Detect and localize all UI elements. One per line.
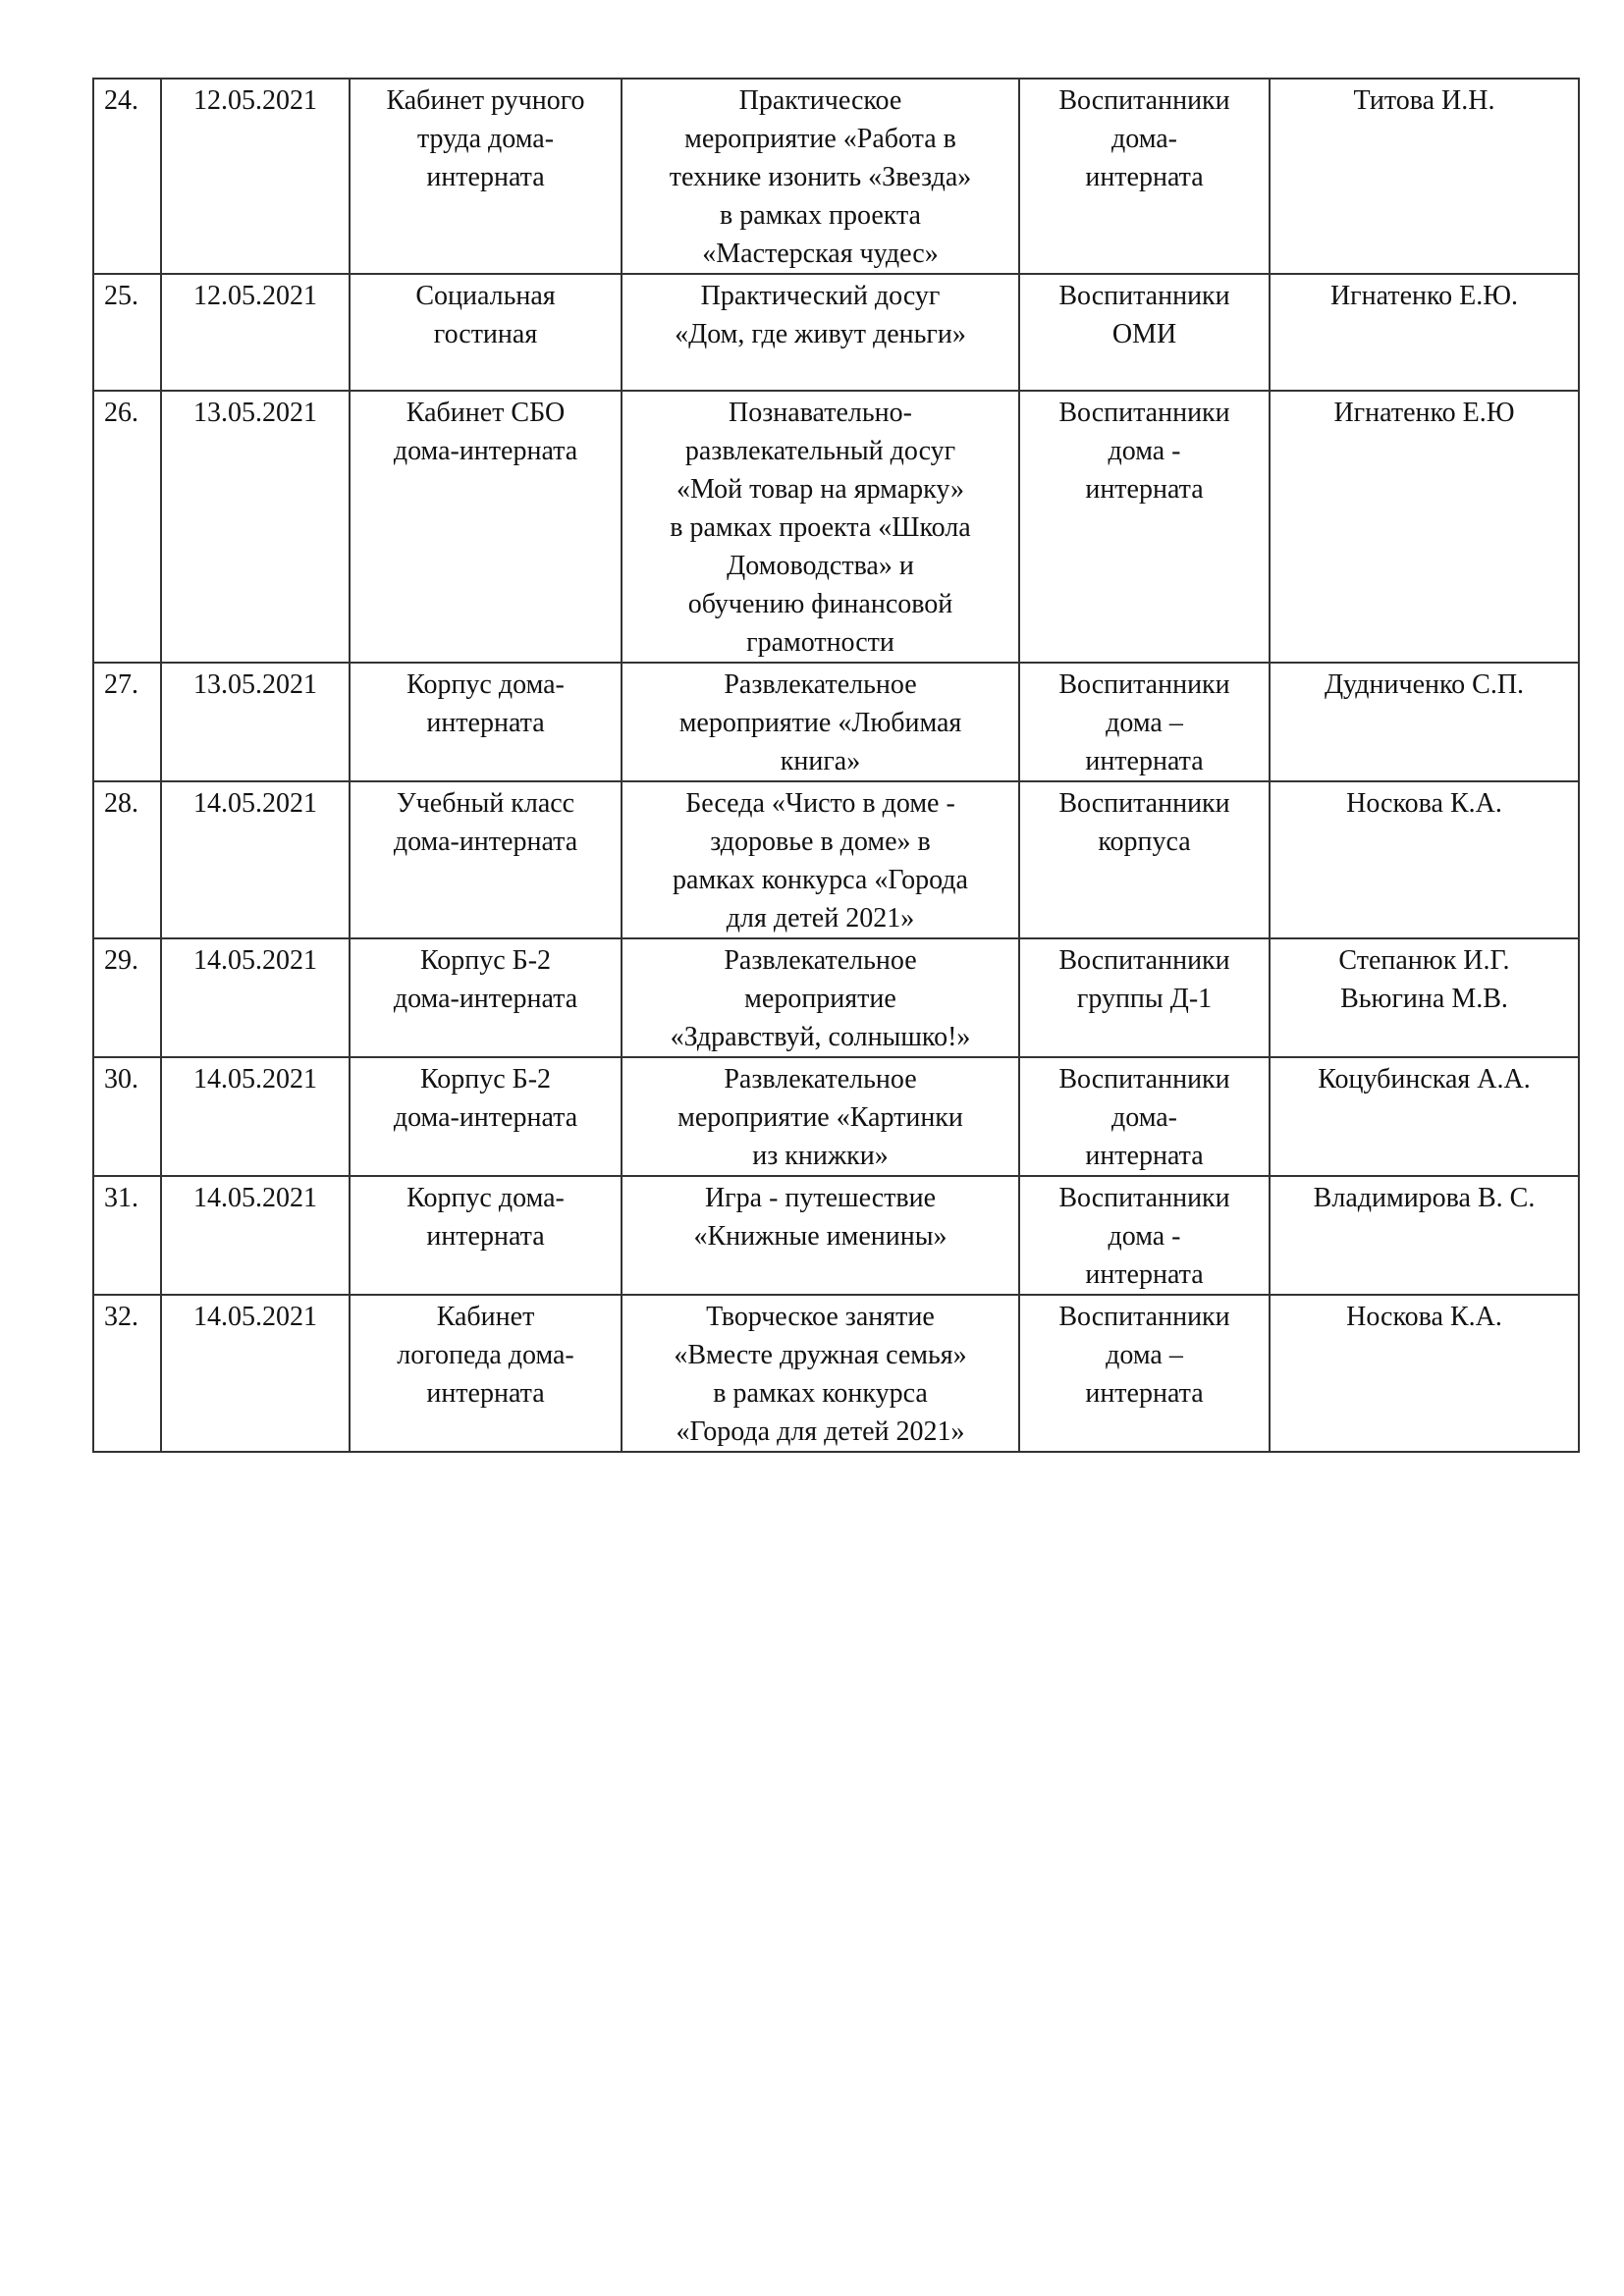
row-number: 32. <box>93 1295 161 1452</box>
event-title: Беседа «Чисто в доме - здоровье в доме» в рамках конкурса «Города для детей 2021» <box>622 781 1019 938</box>
event-title: Практический досуг «Дом, где живут деньги» <box>622 274 1019 391</box>
row-number: 29. <box>93 938 161 1057</box>
event-responsible: Игнатенко Е.Ю. <box>1270 274 1579 391</box>
event-participants: Воспитанники ОМИ <box>1019 274 1270 391</box>
event-place: Кабинет СБО дома-интерната <box>350 391 622 663</box>
event-responsible: Титова И.Н. <box>1270 79 1579 274</box>
row-number: 30. <box>93 1057 161 1176</box>
table-row <box>93 1057 1579 1176</box>
event-title: Развлекательное мероприятие «Любимая книга» <box>622 663 1019 781</box>
event-participants: Воспитанники дома- интерната <box>1019 79 1270 274</box>
event-date: 14.05.2021 <box>161 938 350 1057</box>
event-title: Познавательно- развлекательный досуг «Мой товар на ярмарку» в рамках проекта «Школа Домоводства» и обучению финансовой грамотности <box>622 391 1019 663</box>
event-place: Кабинет ручного труда дома- интерната <box>350 79 622 274</box>
row-number: 28. <box>93 781 161 938</box>
table-row <box>93 391 1579 663</box>
event-responsible: Носкова К.А. <box>1270 781 1579 938</box>
event-date: 14.05.2021 <box>161 1295 350 1452</box>
event-title: Практическое мероприятие «Работа в технике изонить «Звезда» в рамках проекта «Мастерская чудес» <box>622 79 1019 274</box>
table-row <box>93 1176 1579 1295</box>
event-participants: Воспитанники дома- интерната <box>1019 1057 1270 1176</box>
event-responsible: Дудниченко С.П. <box>1270 663 1579 781</box>
event-participants: Воспитанники корпуса <box>1019 781 1270 938</box>
event-place: Учебный класс дома-интерната <box>350 781 622 938</box>
table-row <box>93 1295 1579 1452</box>
row-number: 27. <box>93 663 161 781</box>
event-date: 13.05.2021 <box>161 663 350 781</box>
table-row <box>93 663 1579 781</box>
table-row <box>93 274 1579 391</box>
event-responsible: Владимирова В. С. <box>1270 1176 1579 1295</box>
event-title: Творческое занятие «Вместе дружная семья» в рамках конкурса «Города для детей 2021» <box>622 1295 1019 1452</box>
table-row <box>93 781 1579 938</box>
event-date: 13.05.2021 <box>161 391 350 663</box>
row-number: 24. <box>93 79 161 274</box>
event-title: Развлекательное мероприятие «Картинки из книжки» <box>622 1057 1019 1176</box>
row-number: 26. <box>93 391 161 663</box>
event-place: Корпус дома- интерната <box>350 1176 622 1295</box>
event-date: 14.05.2021 <box>161 1176 350 1295</box>
event-place: Корпус Б-2 дома-интерната <box>350 938 622 1057</box>
event-responsible: Степанюк И.Г. Вьюгина М.В. <box>1270 938 1579 1057</box>
event-place: Корпус дома- интерната <box>350 663 622 781</box>
event-participants: Воспитанники дома – интерната <box>1019 663 1270 781</box>
event-responsible: Коцубинская А.А. <box>1270 1057 1579 1176</box>
event-participants: Воспитанники дома - интерната <box>1019 1176 1270 1295</box>
event-title: Развлекательное мероприятие «Здравствуй, солнышко!» <box>622 938 1019 1057</box>
event-participants: Воспитанники группы Д-1 <box>1019 938 1270 1057</box>
event-title: Игра - путешествие «Книжные именины» <box>622 1176 1019 1295</box>
event-date: 12.05.2021 <box>161 274 350 391</box>
event-participants: Воспитанники дома – интерната <box>1019 1295 1270 1452</box>
event-date: 14.05.2021 <box>161 1057 350 1176</box>
row-number: 31. <box>93 1176 161 1295</box>
event-date: 12.05.2021 <box>161 79 350 274</box>
table-row <box>93 79 1579 274</box>
row-number: 25. <box>93 274 161 391</box>
event-place: Социальная гостиная <box>350 274 622 391</box>
events-table <box>92 78 1580 1453</box>
table-row <box>93 938 1579 1057</box>
event-responsible: Игнатенко Е.Ю <box>1270 391 1579 663</box>
event-responsible: Носкова К.А. <box>1270 1295 1579 1452</box>
event-date: 14.05.2021 <box>161 781 350 938</box>
event-place: Кабинет логопеда дома- интерната <box>350 1295 622 1452</box>
event-place: Корпус Б-2 дома-интерната <box>350 1057 622 1176</box>
event-participants: Воспитанники дома - интерната <box>1019 391 1270 663</box>
